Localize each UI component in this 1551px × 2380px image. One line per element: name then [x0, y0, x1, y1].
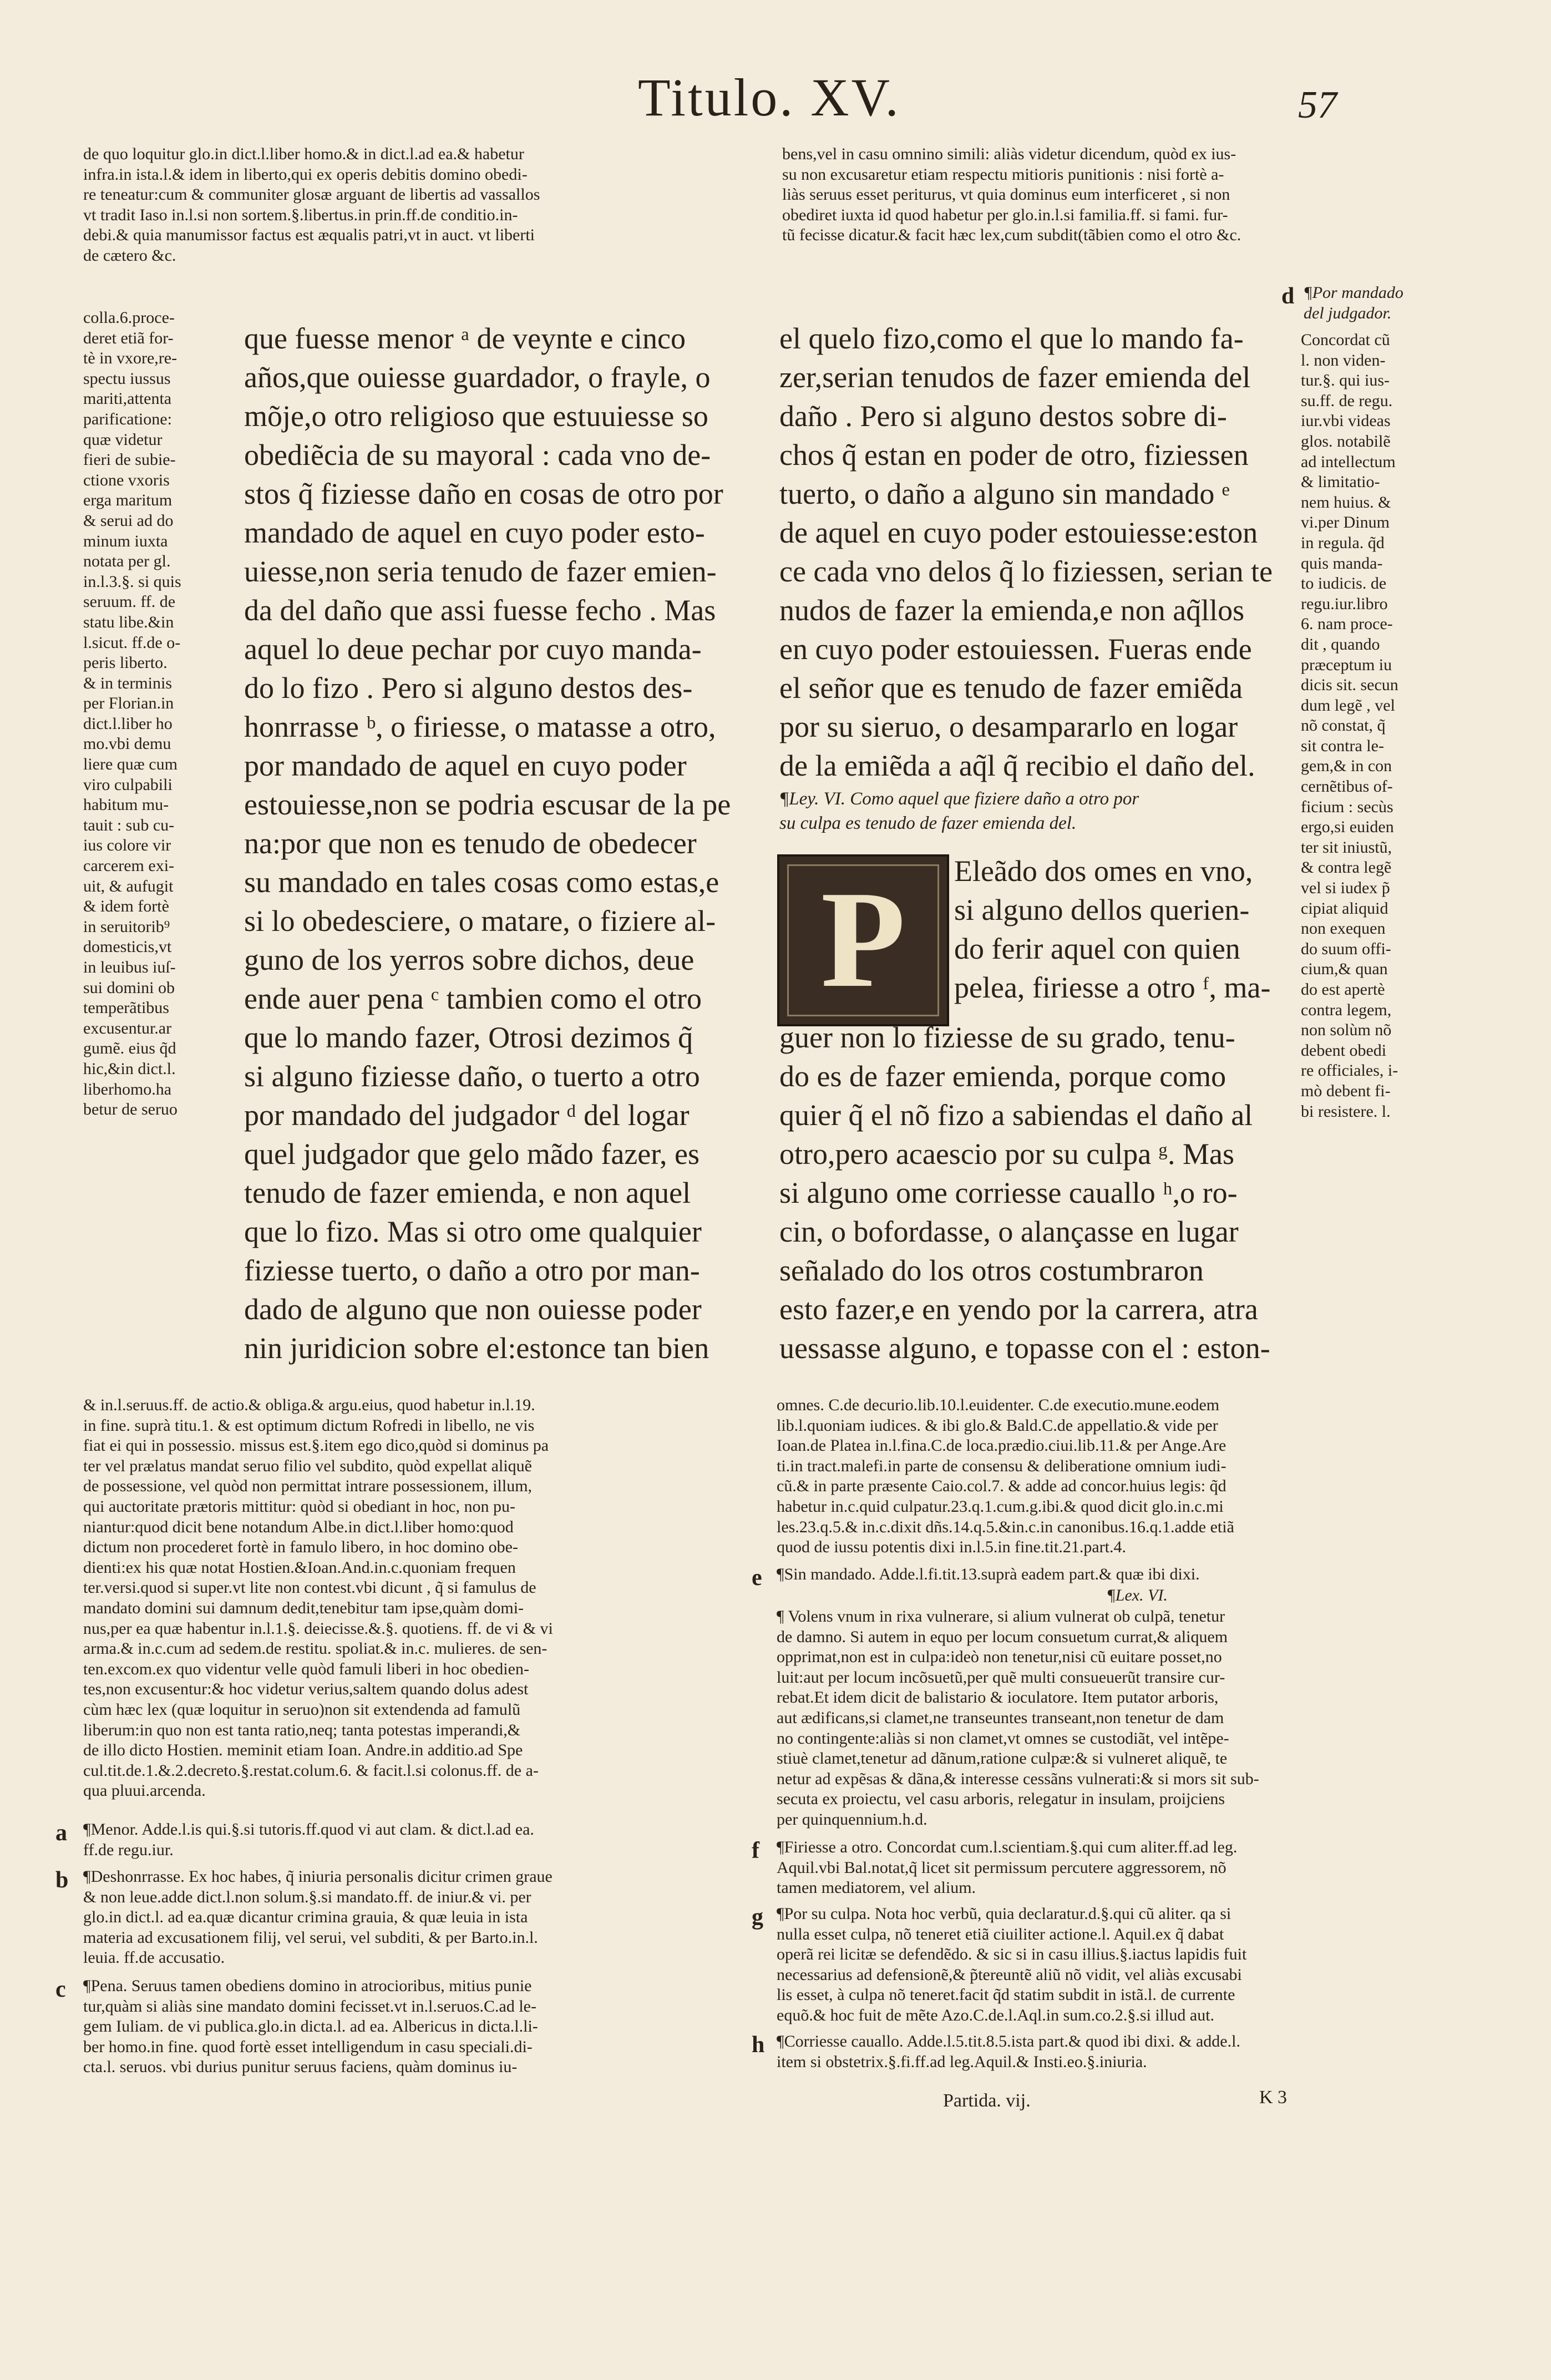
page-number: 57	[1298, 84, 1337, 126]
running-title: Titulo. XV.	[638, 68, 901, 127]
note-h: ¶Corriesse cauallo. Adde.l.5.tit.8.5.ista part.& quod ibi dixi. & adde.l. item si obstetrix.§.fi.ff.ad leg.Aquil.& Insti.eo.§.iniuria.	[777, 2032, 1240, 2071]
main-text-column-2-bottom: guer non lo fiziesse de su grado, tenu- do es de fazer emienda, porque como quier q̃ el nõ fizo a sabiendas el daño al otro,pero acaescio por su culpa ᵍ. Mas si alguno ome corriesse cauallo ʰ,o ro- cin, o bofordasse, o alançasse en lugar señalado do los otros costumbraron esto fazer,e en yendo por la carrera, atra uessasse alguno, e topasse con el : eston-	[779, 1021, 1270, 1365]
note-f: ¶Firiesse a otro. Concordat cum.l.scientiam.§.qui cum aliter.ff.ad leg. Aquil.vbi Bal.notat,q̃ licet sit permissum percutere aggressorem, nõ tamen mediatorem, vel alium.	[777, 1838, 1238, 1897]
note-e: ¶Sin mandado. Adde.l.fi.tit.13.suprà eadem part.& quæ ibi dixi.	[777, 1565, 1200, 1583]
decorated-initial	[777, 854, 949, 1026]
right-margin-gloss: Concordat cũ l. non viden- tur.§. qui ius- su.ff. de regu. iur.vbi videas glos. notabilẽ ad intellectum & limitatio- nem huius. & vi.per Dinum in regula. q̃d quis manda- to iudicis. de regu.iur.libro 6. nam proce- dit , quando præceptum iu dicis sit. secun dum legẽ , vel nõ constat, q̃ sit contra le- gem,& in con cernẽtibus of- ficium : secùs ergo,si euiden ter sit iniustũ, & contra legẽ vel si iudex p̃ cipiat aliquid non exequen do suum offi- cium,& quan do est apertè contra legem, non solùm nõ debent obedi re officiales, i- mò debent fi- bi resistere. l.	[1301, 331, 1398, 1121]
note-letter-h: h	[752, 2032, 765, 2058]
bottom-gloss-right: omnes. C.de decurio.lib.10.l.euidenter. C.de executio.mune.eodem lib.l.quoniam iudices. & ibi glo.& Bald.C.de appellatio.& vide per Ioan.de Platea in.l.fina.C.de loca.prædio.ciui.lib.11.& per Ange.Are ti.in tract.malefi.in parte de consensu & deliberatione omnium iudi- cũ.& in parte præsente Caio.col.7. & adde ad concor.huius legis: q̃d habetur in.c.quid culpatur.23.q.1.cum.g.ibi.& quod dicit glo.in.c.mi les.23.q.5.& in.c.dixit dñs.14.q.5.&in.c.in canonibus.16.q.1.adde etiã quod de iussu potentis dixi in.l.5.in fine.tit.21.part.4.	[777, 1396, 1234, 1557]
main-text-column-2-top: el quelo fizo,como el que lo mando fa- zer,serian tenudos de fazer emienda del daño . Pero si alguno destos sobre di- chos q̃ estan en poder de otro, fiziessen tuerto, o daño a alguno sin mandado ᵉ de aquel en cuyo poder estouiesse:eston ce cada vno delos q̃ lo fiziessen, serian te nudos de fazer la emienda,e non aq̃llos en cuyo poder estouiessen. Fueras ende el señor que es tenudo de fazer emiẽda por su sieruo, o desampararlo en logar de la emiẽda a aq̃l q̃ recibio el daño del.	[779, 322, 1273, 782]
main-text-column-2-beside-initial: Eleãdo dos omes en vno, si alguno dellos querien- do ferir aquel con quien pelea, firiesse a otro ᶠ, ma-	[954, 854, 1271, 1004]
lex-heading: ¶Lex. VI.	[1107, 1586, 1168, 1604]
note-letter-g: g	[752, 1905, 763, 1930]
top-gloss-left: de quo loquitur glo.in dict.l.liber homo.& in dict.l.ad ea.& habetur infra.in ista.l.& idem in liberto,qui ex operis debitis domino obedi- re teneatur:cum & communiter glosæ arguant de libertis ad vassallos vt tradit Iaso in.l.si non sortem.§.libertus.in prin.ff.de conditio.in- debi.& quia manumissor factus est æqualis patri,vt in auct. vt liberti de cætero &c.	[83, 145, 540, 265]
signature-mark: K 3	[1259, 2087, 1288, 2108]
left-margin-gloss: colla.6.proce- deret etiã for- tè in vxore,re- spectu iussus mariti,attenta parificatione: quæ videtur fieri de subie- ctione vxoris erga maritum & serui ad do minum iuxta notata per gl. in.l.3.§. si quis seruum. ff. de statu libe.&in l.sicut. ff.de o- peris liberto. & in terminis per Florian.in dict.l.liber ho mo.vbi demu liere quæ cum viro culpabili habitum mu- tauit : sub cu- ius colore vir carcerem exi- uit, & aufugit & idem fortè in seruitorib⁹ domesticis,vt in leuibus iuſ- sui domini ob temperãtibus excusentur.ar gumẽ. eius q̃d hic,&in dict.l. liberhomo.ha betur de seruo	[83, 308, 181, 1119]
note-letter-b: b	[55, 1867, 69, 1893]
main-text-column-1: que fuesse menor ᵃ de veynte e cinco años,que ouiesse guardador, o frayle, o mõje,o otro religioso que estuuiesse so obediẽcia de su mayoral : cada vno de- stos q̃ fiziesse daño en cosas de otro por mandado de aquel en cuyo poder esto- uiesse,non seria tenudo de fazer emien- da del daño que assi fuesse fecho . Mas aquel lo deue pechar por cuyo manda- do lo fizo . Pero si alguno destos des- honrrasse ᵇ, o firiesse, o matasse a otro, por mandado de aquel en cuyo poder estouiesse,non se podria escusar de la pe na:por que non es tenudo de obedecer su mandado en tales cosas como estas,e si lo obedesciere, o matare, o fiziere al- guno de los yerros sobre dichos, deue ende auer pena ᶜ tambien como el otro que lo mando fazer, Otrosi dezimos q̃ si alguno fiziesse daño, o tuerto a otro por mandado del judgador ᵈ del logar quel judgador que gelo mãdo fazer, es tenudo de fazer emienda, e non aquel que lo fizo. Mas si otro ome qualquier fiziesse tuerto, o daño a otro por man- dado de alguno que non ouiesse poder nin juridicion sobre el:estonce tan bien	[244, 322, 731, 1365]
right-margin-note-letter: d	[1281, 283, 1295, 309]
lex-summary: ¶ Volens vnum in rixa vulnerare, si alium vulnerat ob culpã, tenetur de damno. Si autem in equo per locum consuetum currat,& aliquem opprimat,non est in culpa:ideò non tenetur,nisi cũ euitare posset,no luit:aut per locum incõsuetũ,per quẽ multi consueuerũt transire cur- rebat.Et idem dicit de balistario & ioculatore. Item putator arboris, aut ædificans,si clamet,ne transeuntes transeant,non tenetur de dam no contingente:aliàs si non clamet,vt omnes se custodiãt, vel intẽpe- stiuè clamet,tenetur ad dãnum,ratione culpæ:& si vulneret aliquẽ, te netur ad expẽsas & dãna,& interesse cessãns vulnerati:& si mors sit sub- secuta ex proiectu, vel casu arboris, relegatur in insulam, proijciens per quinquennium.h.d.	[777, 1607, 1259, 1829]
top-gloss-right: bens,vel in casu omnino simili: aliàs videtur dicendum, quòd ex ius- su non excusaretur etiam respectu mitioris punitionis : nisi fortè a- liàs seruus esset periturus, vt quia dominus eum interficeret , si non obediret iuxta id quod habetur per glo.in.l.si familia.ff. si fami. fur- tũ fecisse dicatur.& facit hæc lex,cum subdit(tãbien como el otro &c.	[782, 145, 1241, 245]
note-letter-f: f	[752, 1838, 759, 1864]
note-letter-e: e	[752, 1565, 762, 1591]
note-letter-c: c	[55, 1977, 66, 2002]
initial-letter: P	[820, 863, 906, 1016]
note-b: ¶Deshonrrasse. Ex hoc habes, q̃ iniuria personalis dicitur crimen graue & non leue.adde dict.l.non solum.§.si mandato.ff. de iniur.& vi. per glo.in dict.l. ad ea.quæ dicantur crimina grauia, & quæ leuia in ista materia ad excusationem filij, vel serui, vel subditi, & per Barto.in.l. leuia. ff.de accusatio.	[83, 1867, 553, 1967]
note-a: ¶Menor. Adde.l.is qui.§.si tutoris.ff.quod vi aut clam. & dict.l.ad ea. ff.de regu.iur.	[83, 1820, 534, 1859]
law-heading: ¶Ley. VI. Como aquel que fiziere daño a otro por su culpa es tenudo de fazer emienda del.	[779, 789, 1139, 833]
note-letter-a: a	[55, 1820, 67, 1846]
note-c: ¶Pena. Seruus tamen obediens domino in atrocioribus, mitius punie tur,quàm si aliàs sine mandato domini fecisset.vt in.l.seruos.C.ad le- gem Iuliam. de vi publica.glo.in dicta.l. ad ea. Albericus in dicta.l.li- ber homo.in fine. quod fortè esset intelligendum in casu speciali.di- cta.l. seruos. vbi durius punitur seruus faciens, quàm dominus iu-	[83, 1977, 538, 2077]
bottom-gloss-left: & in.l.seruus.ff. de actio.& obliga.& argu.eius, quod habetur in.l.19. in fine. suprà titu.1. & est optimum dictum Rofredi in libello, ne vis fiat ei qui in possessio. missus est.§.item ego dico,quòd si dominus pa ter vel prælatus mandat seruo filio vel subdito, quòd expellat aliquẽ de possessione, vel quòd non permittat intrare possessionem, illum, qui auctoritate prætoris mittitur: quòd si obediant in hoc, non pu- niantur:quod dicit bene notandum Albe.in dict.l.liber homo:quod dictum non procederet fortè in famulo libero, in hoc domino obe- dienti:ex his quæ notat Hostien.&Ioan.And.in.c.quoniam frequen ter.versi.quod si super.vt lite non contest.vbi dicunt , q̃ si famulus de mandato domini sui damnum dedit,tenebitur tam ipse,quàm domi- nus,per ea quæ habentur in.l.1.§. deiecisse.&.§. quotiens. ff. de vi & vi arma.& in.c.cum ad sedem.de restitu. spoliat.& in.c. mulieres. de sen- ten.excom.ex quo videntur velle quòd famuli liberi in hoc obedien- tes,non excusentur:& hoc videtur verius,saltem quando dolus adest cùm hæc lex (quæ loquitur in seruo)non sit extendenda ad famulũ liberum:in quo non est tanta ratio,neq; tanta potestas imperandi,& de illo dicto Hostien. meminit etiam Ioan. Andre.in additio.ad Spe cul.tit.de.1.&.2.decreto.§.restat.colum.6. & facit.l.si colonus.ff. de a- qua pluui.arcenda.	[83, 1396, 553, 1800]
catchword: Partida. vij.	[943, 2090, 1031, 2111]
note-g: ¶Por su culpa. Nota hoc verbũ, quia declaratur.d.§.qui cũ aliter. qa si nulla esset culpa, nõ teneret etiã ciuiliter actione.l. Aquil.ex q̃ dabat operã rei licitæ se defendẽdo. & sic si in casu illius.§.iactus lapidis fuit necessarius ad defensionẽ,& p̃tereuntẽ aliũ nõ vidit, vel aliàs excusabi lis esset, à culpa nõ teneret.facit q̃d statim subdit in istã.l. de currente equõ.& hoc fuit de mẽte Azo.C.de.l.Aql.in sum.co.2.§.si illud aut.	[777, 1905, 1247, 2024]
right-margin-lemma: ¶Por mandado del judgador.	[1304, 283, 1403, 322]
